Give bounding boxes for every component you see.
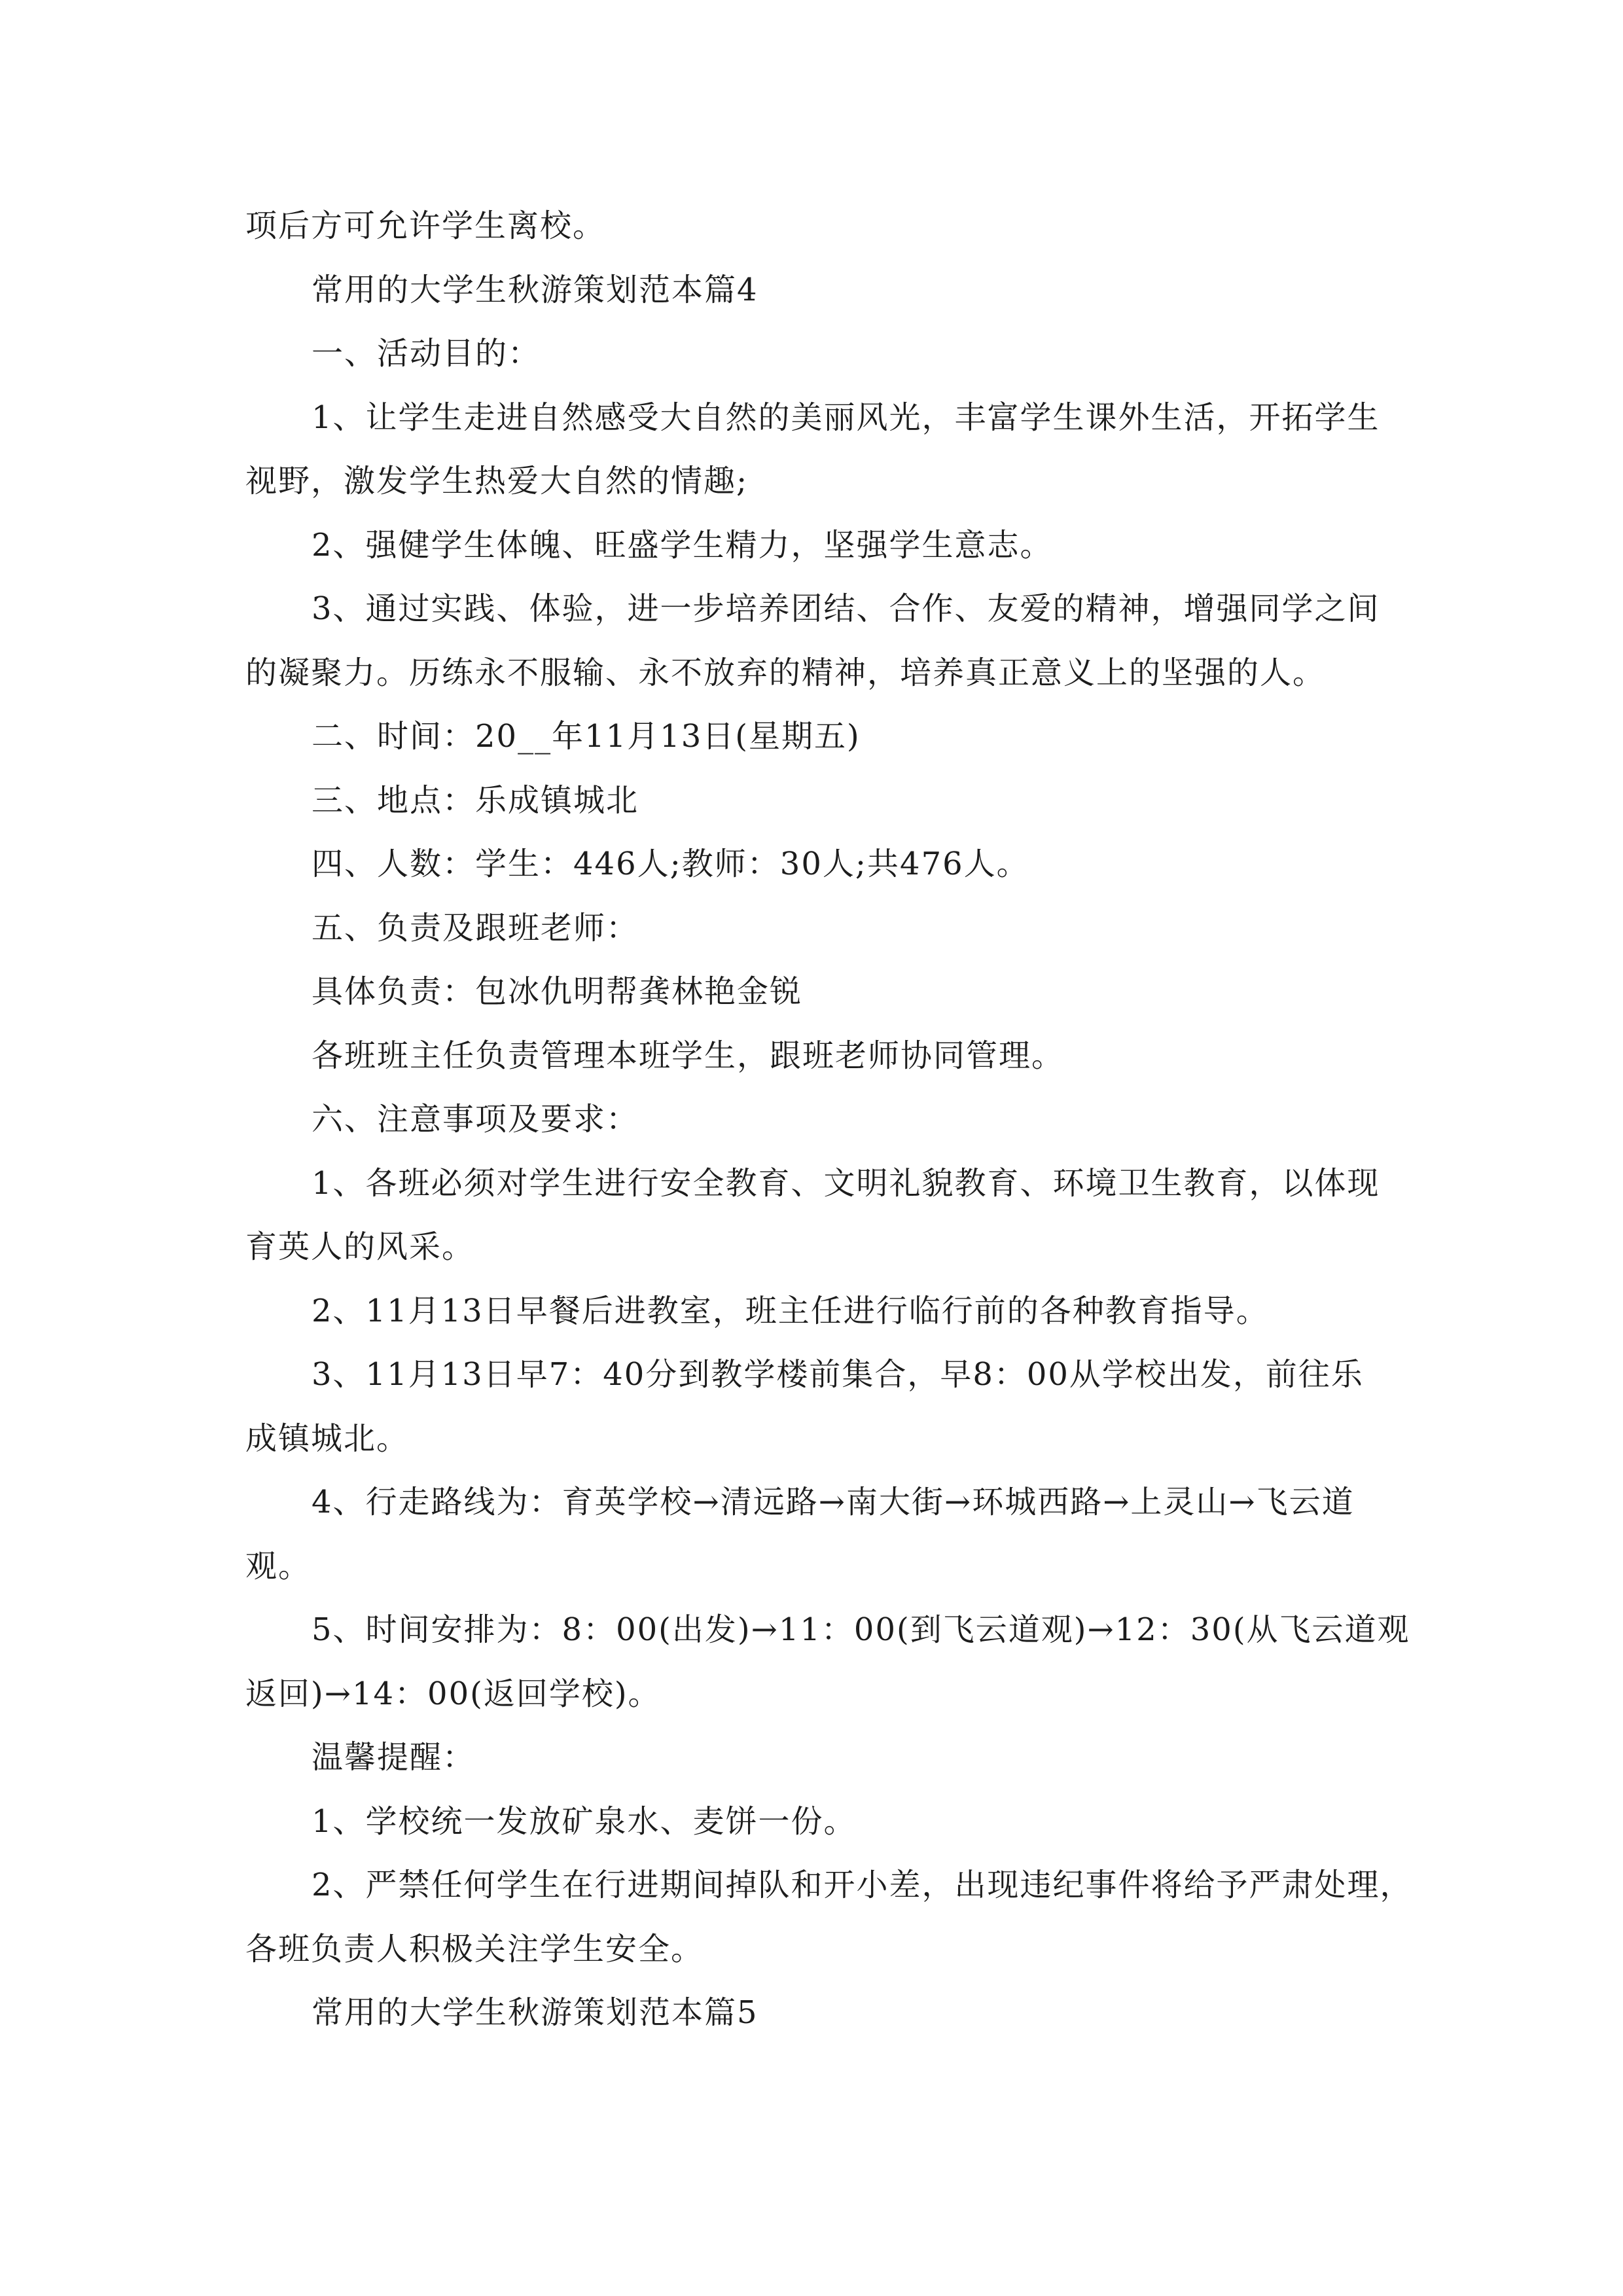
heading-activity-purpose bbox=[245, 322, 1463, 386]
list-item bbox=[245, 514, 1463, 578]
paragraph bbox=[245, 960, 1463, 1024]
text-line: 2、11月13日早餐后进教室，班主任进行临行前的各种教育指导。 bbox=[312, 1292, 1269, 1329]
text-line: 成镇城北。 bbox=[245, 1420, 410, 1457]
list-item bbox=[245, 1598, 1463, 1726]
text-line: 三、地点：乐成镇城北 bbox=[312, 781, 639, 819]
text-line: 各班班主任负责管理本班学生，跟班老师协同管理。 bbox=[312, 1037, 1065, 1074]
text-line: 1、各班必须对学生进行安全教育、文明礼貌教育、环境卫生教育，以体现 bbox=[312, 1164, 1380, 1202]
text-line: 2、强健学生体魄、旺盛学生精力，坚强学生意志。 bbox=[312, 526, 1053, 564]
list-item bbox=[245, 386, 1463, 514]
heading-requirements bbox=[245, 1088, 1463, 1152]
text-line: 1、学校统一发放矿泉水、麦饼一份。 bbox=[312, 1803, 857, 1840]
text-line: 2、严禁任何学生在行进期间掉队和开小差，出现违纪事件将给予严肃处理， bbox=[312, 1867, 1413, 1903]
text-line: 二、时间：20__年11月13日(星期五) bbox=[312, 718, 861, 755]
list-item bbox=[245, 577, 1463, 705]
heading-teachers bbox=[245, 897, 1463, 961]
text-line: 返回)→14：00(返回学校)。 bbox=[245, 1675, 661, 1712]
text-line: 项后方可允许学生离校。 bbox=[245, 207, 606, 244]
continued-paragraph bbox=[245, 194, 1463, 259]
text-line: 3、11月13日早7：40分到教学楼前集合，早8：00从学校出发，前往乐 bbox=[312, 1356, 1364, 1393]
text-line: 六、注意事项及要求： bbox=[312, 1101, 639, 1138]
list-item bbox=[245, 1790, 1463, 1854]
text-line: 5、时间安排为：8：00(出发)→11：00(到飞云道观)→12：30(从飞云道观 bbox=[312, 1611, 1410, 1648]
text-line: 4、行走路线为：育英学校→清远路→南大街→环城西路→上灵山→飞云道 bbox=[312, 1484, 1355, 1520]
text-line: 各班负责人积极关注学生安全。 bbox=[245, 1930, 704, 1967]
section-title bbox=[245, 259, 1463, 323]
list-item bbox=[245, 1854, 1463, 1981]
list-item bbox=[245, 1280, 1463, 1344]
paragraph bbox=[245, 1024, 1463, 1088]
text-line: 1、让学生走进自然感受大自然的美丽风光，丰富学生课外生活，开拓学生 bbox=[312, 399, 1380, 436]
document-body bbox=[245, 194, 1463, 2045]
text-line: 常用的大学生秋游策划范本篇5 bbox=[312, 1994, 758, 2031]
heading-time bbox=[245, 705, 1463, 769]
text-line: 育英人的风采。 bbox=[245, 1229, 475, 1265]
text-line: 四、人数：学生：446人;教师：30人;共476人。 bbox=[312, 846, 1029, 882]
list-item bbox=[245, 1152, 1463, 1280]
text-line: 五、负责及跟班老师： bbox=[312, 909, 639, 946]
text-line: 温馨提醒： bbox=[312, 1739, 476, 1776]
text-line: 3、通过实践、体验，进一步培养团结、合作、友爱的精神，增强同学之间 bbox=[312, 590, 1380, 627]
list-item bbox=[245, 1471, 1463, 1598]
heading-headcount bbox=[245, 833, 1463, 897]
list-item bbox=[245, 1343, 1463, 1471]
heading-reminder bbox=[245, 1726, 1463, 1790]
text-line: 观。 bbox=[245, 1547, 312, 1585]
heading-location bbox=[245, 769, 1463, 833]
section-title bbox=[245, 1981, 1463, 2045]
text-line: 一、活动目的： bbox=[312, 335, 541, 372]
text-line: 具体负责：包冰仇明帮龚林艳金锐 bbox=[312, 973, 803, 1010]
text-line: 视野，激发学生热爱大自然的情趣; bbox=[245, 463, 749, 499]
text-line: 的凝聚力。历练永不服输、永不放弃的精神，培养真正意义上的坚强的人。 bbox=[245, 654, 1326, 691]
text-line: 常用的大学生秋游策划范本篇4 bbox=[312, 271, 758, 308]
